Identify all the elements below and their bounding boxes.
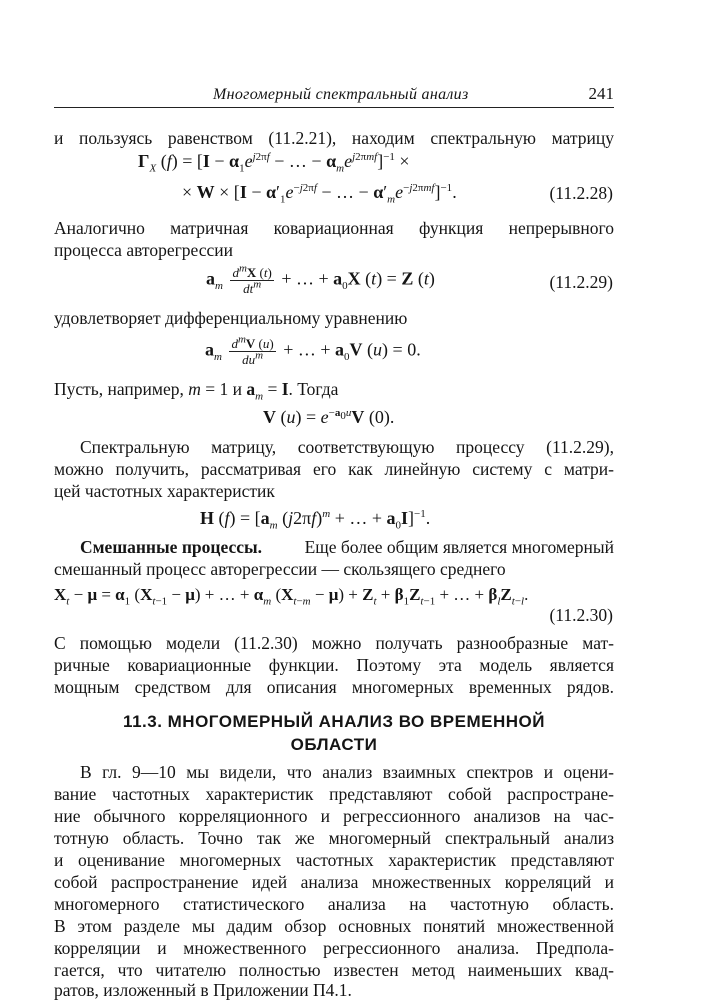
mixed-line1-text: Еще более общим является многомерный (304, 537, 614, 557)
para-final-line8: В этом разделе мы дадим обзор основных понятий множественной (54, 916, 614, 936)
para-cov-line1: Аналогично матричная ковариационная функция непрерывного (54, 218, 614, 238)
para-final-line11: ратов, изложенный в Приложении П4.1. (54, 980, 352, 1000)
para-final-line7: многомерного статистического анализа на частотную область. (54, 894, 614, 914)
header-rule (54, 107, 614, 108)
section-title-line1: 11.3. МНОГОМЕРНЫЙ АНАЛИЗ ВО ВРЕМЕННОЙ (123, 712, 545, 731)
eq-11-2-28-line1: $\Gamma_X$ $(f) = [I - \alpha_1e^{j2\pi f}$ − … − $\alpha_me^{j2\pi mf}]^{-1}$ × (138, 151, 410, 175)
para-final-line1: В гл. 9—10 мы видели, что анализ взаимных спектров и оцени- (80, 762, 614, 782)
eq-11-2-28-line2: × $W \times [I - \alpha'_1e^{-j2\pi f}$ − … − $\alpha'_me^{-j2\pi mf}]^{-1}$. (182, 182, 457, 206)
page-number: 241 (588, 84, 614, 103)
para-model-line2: ричные ковариационные функции. Поэтому эта модель является (54, 655, 614, 675)
eq-number-11-2-28: (11.2.28) (549, 183, 613, 203)
running-header (54, 84, 614, 106)
eq-11-2-29-body: $a_m$ $\frac{d^mX (t)}{dt^m}$ + … + $a_0X$ (t) = Z (t) (206, 262, 435, 296)
para-final-line2: вание частотных характеристик представляют собой распростране- (54, 784, 614, 804)
satisfies-line: удовлетворяет дифференциальному уравнению (54, 308, 408, 328)
mixed-heading: Смешанные процессы. (80, 537, 263, 557)
eq-exp-body: V $(u) = e^{-a_0u}V$ (0). (263, 407, 395, 427)
para-final-line6: собой распространение идей анализа множественных корреляций и (54, 872, 614, 892)
para-model-line3: мощным средством для описания многомерных временных рядов. (54, 677, 614, 697)
eq-H-body: H $(f) = [a_m$ $(j2\pi f)^m$ + … + $a_0I]^{-1}$. (200, 508, 431, 532)
eq-number-11-2-29: (11.2.29) (549, 272, 613, 292)
eq-diff-body: $a_m$ $\frac{d^mV (u)}{du^m}$ + … + $a_0V$ (u) = 0. (205, 333, 421, 367)
para-spec-line1: Спектральную матрицу, соответствующую процессу (11.2.29), (80, 437, 614, 457)
eq-11-2-30-body: $X_t - \mu = \alpha_1$ $(X_{t-1} - \mu)$ + … + $\alpha_m$ $(X_{t-m} - \mu) + Z_t + \beta_1Z_{t-1}$ + … + $\beta_lZ_{t-l}$. (54, 585, 529, 608)
header-title: Многомерный спектральный анализ (213, 86, 469, 103)
para-final-line5: и оценивание многомерных частотных характеристик представляют (54, 850, 614, 870)
mixed-line2: смешанный процесс авторегрессии — скользящего среднего (54, 559, 506, 579)
para-final-line9: корреляции и множественного регрессионного анализа. Предпола- (54, 938, 614, 958)
mixed-line1 (80, 536, 614, 558)
eq-number-11-2-30: (11.2.30) (549, 605, 613, 625)
para-final-line10: гается, что читателю полностью известен метод наименьших квад- (54, 960, 614, 980)
section-title-line2: ОБЛАСТИ (290, 735, 378, 754)
para-spec-line3: цей частотных характеристик (54, 481, 275, 501)
let-line: Пусть, например, m = 1 и $a_m = I$. Тогда (54, 379, 339, 403)
para-model-line1: С помощью модели (11.2.30) можно получать разнообразные мат- (54, 633, 614, 653)
para-cov-line2: процесса авторегрессии (54, 240, 233, 260)
para-final-line3: ние обычного корреляционного и регрессионного анализов на час- (54, 806, 614, 826)
para-final-line4: тотную область. Точно так же многомерный спектральный анализ (54, 828, 614, 848)
intro-line: и пользуясь равенством (11.2.21), находим спектральную матрицу (54, 128, 614, 148)
para-spec-line2: можно получить, рассматривая его как линейную систему с матри- (54, 459, 614, 479)
